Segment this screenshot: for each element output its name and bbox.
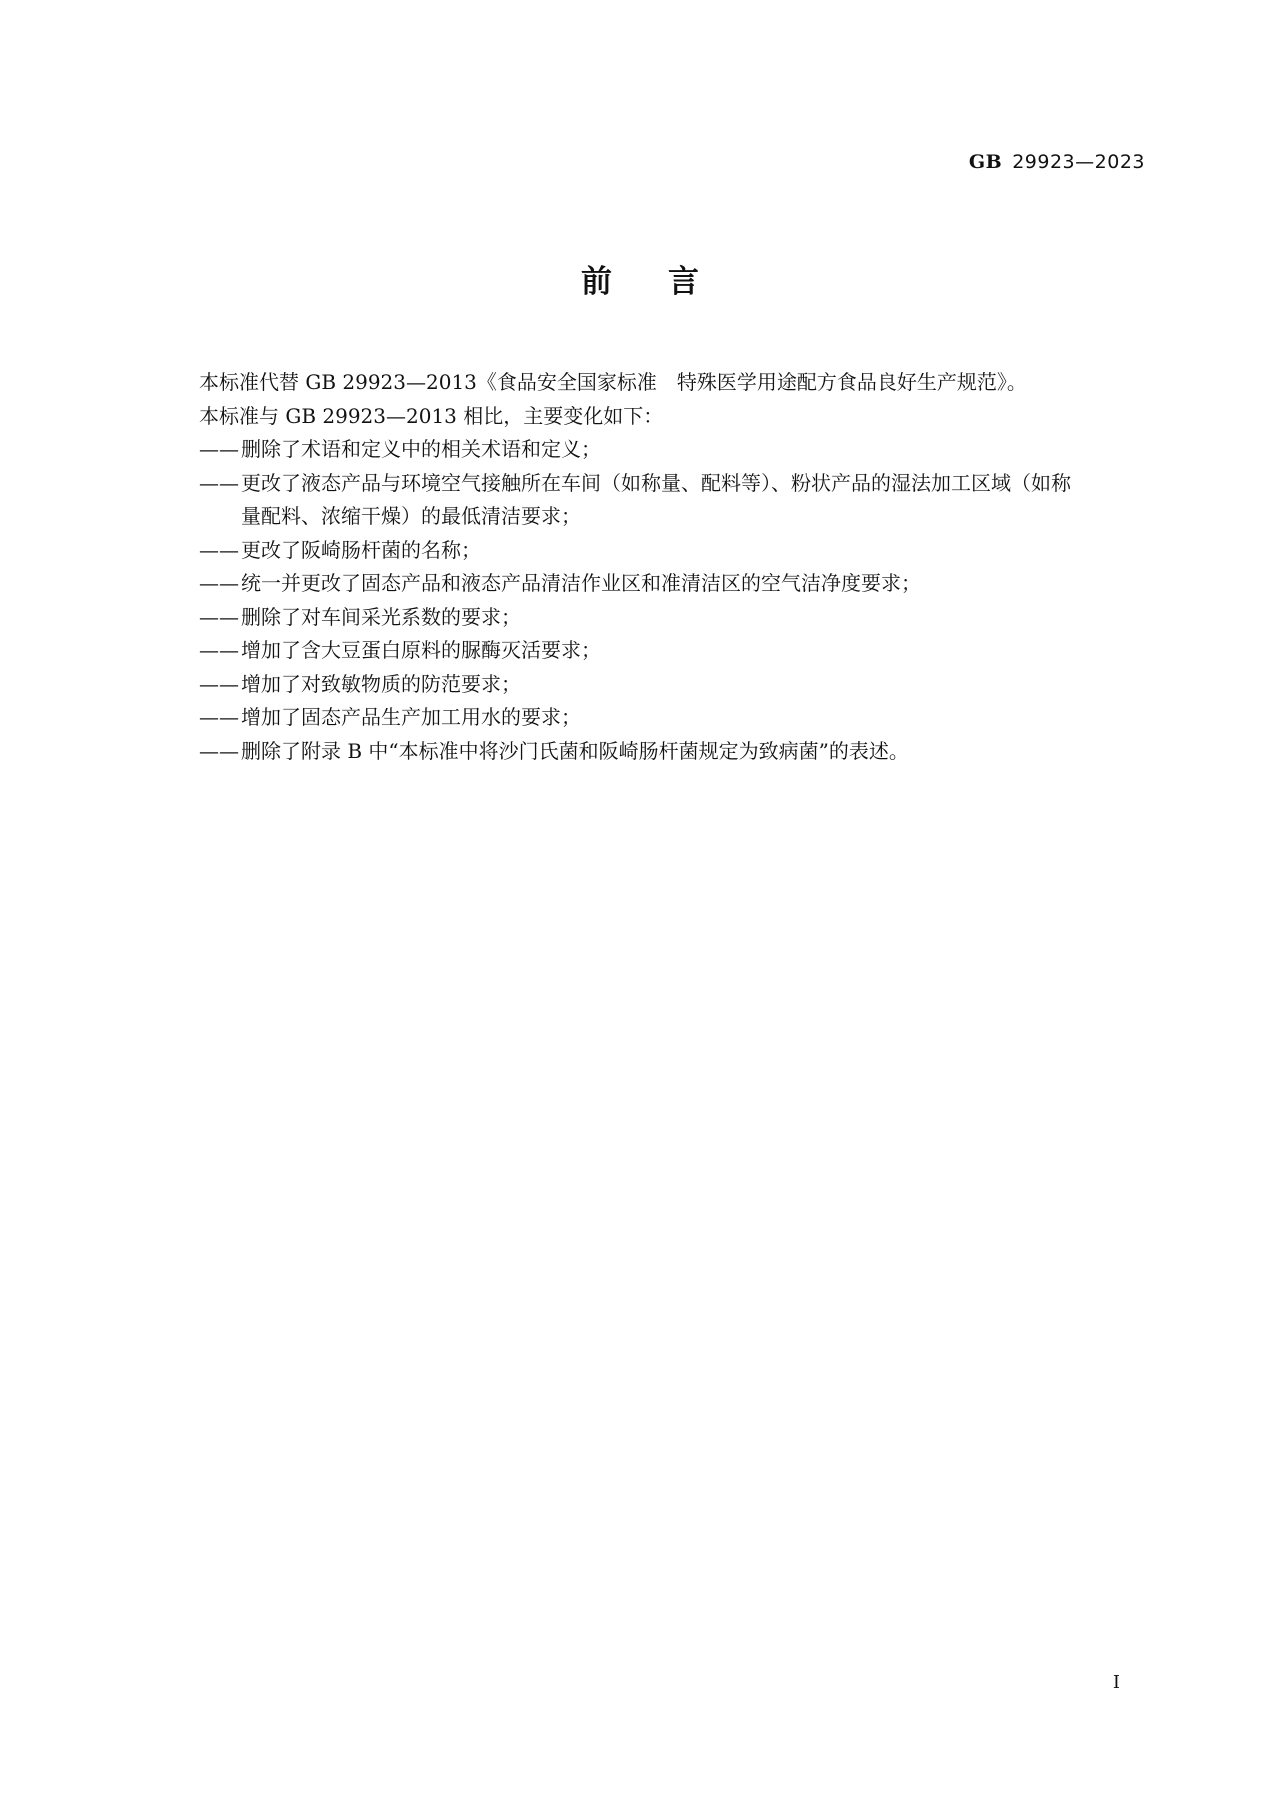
list-item-text: 增加了对致敏物质的防范要求； (241, 671, 521, 696)
intro-paragraph: 本标准代替 GB 29923—2013《食品安全国家标准 特殊医学用途配方食品良好生产规范》。 (199, 370, 1027, 394)
list-item-text: 更改了液态产品与环境空气接触所在车间（如称量、配料等）、粉状产品的湿法加工区域（如称 (241, 470, 1071, 495)
page-number: Ⅰ (1112, 1672, 1120, 1693)
list-item (199, 668, 1149, 702)
page-title: 前言 (581, 264, 755, 300)
list-item-text: 删除了附录 B 中“本标准中将沙门氏菌和阪崎肠杆菌规定为致病菌”的表述。 (241, 738, 909, 763)
standard-prefix: GB (968, 151, 1003, 173)
list-item-text-continued: 量配料、浓缩干燥）的最低清洁要求； (241, 504, 581, 528)
intro-paragraph: 本标准与 GB 29923—2013 相比，主要变化如下： (199, 403, 664, 428)
list-item (199, 735, 1149, 769)
list-item (199, 701, 1149, 735)
dash-marker: —— (199, 738, 239, 763)
dash-marker: —— (199, 470, 239, 495)
dash-marker: —— (199, 604, 239, 629)
dash-marker: —— (199, 638, 239, 662)
list-item (199, 433, 1149, 467)
list-item (199, 601, 1149, 635)
dash-marker: —— (199, 537, 239, 562)
list-item-text: 删除了对车间采光系数的要求； (241, 604, 521, 629)
dash-marker: —— (199, 705, 239, 729)
foreword-body (199, 366, 1149, 768)
list-item-text: 删除了术语和定义中的相关术语和定义； (241, 437, 601, 461)
list-item (199, 534, 1149, 568)
dash-marker: —— (199, 571, 239, 595)
standard-number (969, 151, 1145, 173)
dash-marker: —— (199, 671, 239, 696)
standard-code: 29923—2023 (1012, 151, 1145, 173)
list-item-text: 更改了阪崎肠杆菌的名称； (241, 537, 481, 562)
list-item-text: 统一并更改了固态产品和液态产品清洁作业区和准清洁区的空气洁净度要求； (241, 571, 921, 595)
list-item (199, 634, 1149, 668)
changes-list (199, 433, 1149, 768)
list-item (199, 467, 1149, 534)
list-item-text: 增加了固态产品生产加工用水的要求； (241, 705, 581, 729)
list-item-text: 增加了含大豆蛋白原料的脲酶灭活要求； (241, 638, 601, 662)
dash-marker: —— (199, 437, 239, 461)
list-item (199, 567, 1149, 601)
